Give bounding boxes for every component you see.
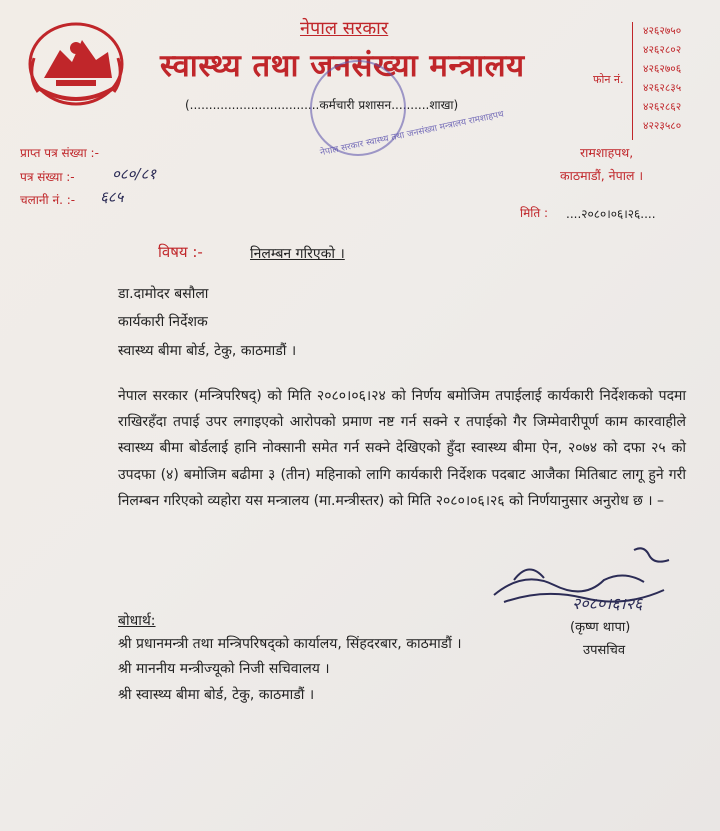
- phone-list: [632, 22, 709, 140]
- addressee-org: स्वास्थ्य बीमा बोर्ड, टेकु, काठमाडौं ।: [118, 343, 297, 359]
- phone-number: ४२६२८०२: [643, 44, 682, 56]
- subject-label: विषय :-: [158, 243, 203, 261]
- branch-line: (..................................कर्मचारी प्रशासन..........शाखा): [185, 98, 459, 112]
- cc-item: श्री प्रधानमन्त्री तथा मन्त्रिपरिषद्को कार्यालय, सिंहदरबार, काठमाडौं ।: [118, 636, 462, 652]
- ministry-title: स्वास्थ्य तथा जनसंख्या मन्त्रालय: [160, 48, 525, 84]
- addressee-title: कार्यकारी निर्देशक: [118, 314, 208, 330]
- phone-number: ४२२३५८०: [643, 120, 682, 132]
- received-number-label: प्राप्त पत्र संख्या :-: [20, 146, 99, 160]
- government-emblem-logo: [20, 18, 132, 114]
- cc-label: बोधार्थ:: [118, 613, 156, 629]
- address-line-1: रामशाहपथ,: [580, 145, 634, 160]
- date-value: ....२०८०।०६।२६....: [566, 207, 656, 221]
- government-name: नेपाल सरकार: [300, 18, 389, 39]
- signatory-title: उपसचिव: [583, 643, 626, 658]
- cc-item: श्री स्वास्थ्य बीमा बोर्ड, टेकु, काठमाडौं ।: [118, 687, 315, 703]
- subject-text: निलम्बन गरिएको ।: [250, 246, 345, 262]
- phone-number: ४२६२८३५: [643, 82, 682, 94]
- phone-number: ४२६२८६२: [643, 101, 682, 113]
- letter-number-value: ०८०/८१: [112, 165, 157, 183]
- phone-label: फोन नं.: [593, 73, 624, 86]
- signatory-name: (कृष्ण थापा): [570, 620, 631, 635]
- addressee-name: डा.दामोदर बसौला: [118, 286, 209, 302]
- address-line-2: काठमाडौं, नेपाल ।: [560, 168, 644, 183]
- phone-number: ४२६२७०६: [643, 63, 682, 75]
- stamp-text: नेपाल सरकार स्वास्थ्य तथा जनसंख्या मन्त्रालय रामशाहपथ: [319, 109, 505, 159]
- cc-item: श्री माननीय मन्त्रीज्यूको निजी सचिवालय ।: [118, 661, 330, 677]
- signature-date: २०८०।६।२६: [572, 594, 643, 613]
- dispatch-number-value: ६८५: [100, 188, 124, 206]
- dispatch-number-label: चलानी नं. :-: [20, 193, 76, 207]
- letter-body: नेपाल सरकार (मन्त्रिपरिषद्) को मिति २०८०।०६।२४ को निर्णय बमोजिम तपाईलाई कार्यकारी निर्देशकको पदमा राखिरहँदा तपाई उपर लगाइएको आरोपको प्रमाण नष्ट गर्न सक्ने र तपाईको गैर जिम्मेवारीपूर्ण काम कारवाहीले स्वास्थ्य बीमा बोर्डलाई हानि नोक्सानी समेत गर्न सक्ने देखिएको हुँदा स्वास्थ्य बीमा ऐन, २०७४ को दफा २५ को उपदफा (४) बमोजिम बढीमा ३ (तीन) महिनाको लागि कार्यकारी निर्देशक पदबाट आजैका मितिबाट लागू हुने गरी निलम्बन गरिएको व्यहोरा यस मन्त्रालय (मा.मन्त्रीस्तर) को मिति २०८०।०६।२६ को निर्णयानुसार अनुरोध छ । –: [118, 388, 686, 509]
- phone-number: ४२६२७५०: [643, 25, 682, 37]
- letter-number-label: पत्र संख्या :-: [20, 170, 75, 184]
- date-label: मिति :: [520, 206, 549, 220]
